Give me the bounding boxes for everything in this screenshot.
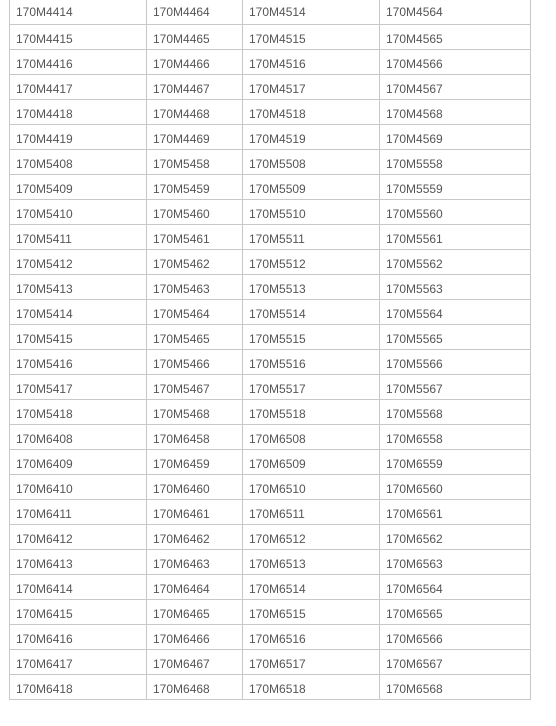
table-cell-part-number: 170M6568 <box>380 674 531 699</box>
table-row <box>10 674 531 699</box>
table-cell-part-number: 170M6413 <box>10 549 147 574</box>
table-row <box>10 274 531 299</box>
table-row <box>10 499 531 524</box>
table-cell-part-number: 170M6462 <box>147 524 243 549</box>
table-cell-part-number: 170M6517 <box>243 649 380 674</box>
table-cell-part-number: 170M5464 <box>147 299 243 324</box>
table-cell-part-number: 170M5558 <box>380 149 531 174</box>
table-cell-part-number: 170M5465 <box>147 324 243 349</box>
table-cell-part-number: 170M5565 <box>380 324 531 349</box>
table-cell-part-number: 170M4564 <box>380 0 531 24</box>
table-cell-part-number: 170M5467 <box>147 374 243 399</box>
table-cell-part-number: 170M4465 <box>147 24 243 49</box>
table-row <box>10 249 531 274</box>
table-cell-part-number: 170M4468 <box>147 99 243 124</box>
table-cell-part-number: 170M6509 <box>243 449 380 474</box>
table-cell-part-number: 170M6559 <box>380 449 531 474</box>
table-cell-part-number: 170M5567 <box>380 374 531 399</box>
table-cell-part-number: 170M5568 <box>380 399 531 424</box>
part-number-table <box>9 0 531 700</box>
table-cell-part-number: 170M6463 <box>147 549 243 574</box>
table-cell-part-number: 170M5408 <box>10 149 147 174</box>
table-cell-part-number: 170M6513 <box>243 549 380 574</box>
table-cell-part-number: 170M5561 <box>380 224 531 249</box>
table-cell-part-number: 170M5415 <box>10 324 147 349</box>
table-cell-part-number: 170M5463 <box>147 274 243 299</box>
table-cell-part-number: 170M4467 <box>147 74 243 99</box>
table-cell-part-number: 170M5562 <box>380 249 531 274</box>
table-cell-part-number: 170M6465 <box>147 599 243 624</box>
table-cell-part-number: 170M5468 <box>147 399 243 424</box>
table-cell-part-number: 170M5466 <box>147 349 243 374</box>
table-cell-part-number: 170M6558 <box>380 424 531 449</box>
table-cell-part-number: 170M6459 <box>147 449 243 474</box>
table-cell-part-number: 170M6511 <box>243 499 380 524</box>
table-cell-part-number: 170M6561 <box>380 499 531 524</box>
table-cell-part-number: 170M5412 <box>10 249 147 274</box>
table-cell-part-number: 170M6464 <box>147 574 243 599</box>
table-cell-part-number: 170M4416 <box>10 49 147 74</box>
table-cell-part-number: 170M6565 <box>380 599 531 624</box>
table-cell-part-number: 170M5514 <box>243 299 380 324</box>
table-row <box>10 624 531 649</box>
table-cell-part-number: 170M5509 <box>243 174 380 199</box>
table-row <box>10 599 531 624</box>
table-cell-part-number: 170M5511 <box>243 224 380 249</box>
table-cell-part-number: 170M6409 <box>10 449 147 474</box>
table-cell-part-number: 170M6508 <box>243 424 380 449</box>
table-cell-part-number: 170M4517 <box>243 74 380 99</box>
table-cell-part-number: 170M4515 <box>243 24 380 49</box>
table-row <box>10 324 531 349</box>
table-cell-part-number: 170M6566 <box>380 624 531 649</box>
table-row <box>10 574 531 599</box>
table-row <box>10 124 531 149</box>
table-cell-part-number: 170M5508 <box>243 149 380 174</box>
table-cell-part-number: 170M4417 <box>10 74 147 99</box>
table-cell-part-number: 170M5560 <box>380 199 531 224</box>
table-cell-part-number: 170M6414 <box>10 574 147 599</box>
table-cell-part-number: 170M6468 <box>147 674 243 699</box>
table-cell-part-number: 170M6510 <box>243 474 380 499</box>
table-cell-part-number: 170M6514 <box>243 574 380 599</box>
table-cell-part-number: 170M4469 <box>147 124 243 149</box>
table-cell-part-number: 170M6515 <box>243 599 380 624</box>
table-row <box>10 449 531 474</box>
table-row <box>10 0 531 24</box>
table-cell-part-number: 170M5458 <box>147 149 243 174</box>
table-row <box>10 474 531 499</box>
table-row <box>10 49 531 74</box>
table-row <box>10 99 531 124</box>
table-cell-part-number: 170M5564 <box>380 299 531 324</box>
table-cell-part-number: 170M5516 <box>243 349 380 374</box>
table-cell-part-number: 170M5461 <box>147 224 243 249</box>
table-cell-part-number: 170M4518 <box>243 99 380 124</box>
table-cell-part-number: 170M6418 <box>10 674 147 699</box>
table-row <box>10 399 531 424</box>
table-cell-part-number: 170M5460 <box>147 199 243 224</box>
table-cell-part-number: 170M6410 <box>10 474 147 499</box>
table-row <box>10 549 531 574</box>
table-cell-part-number: 170M6516 <box>243 624 380 649</box>
table-row <box>10 374 531 399</box>
table-cell-part-number: 170M5510 <box>243 199 380 224</box>
table-cell-part-number: 170M6466 <box>147 624 243 649</box>
table-row <box>10 299 531 324</box>
table-cell-part-number: 170M5411 <box>10 224 147 249</box>
table-cell-part-number: 170M4519 <box>243 124 380 149</box>
table-row <box>10 649 531 674</box>
table-row <box>10 424 531 449</box>
table-cell-part-number: 170M6567 <box>380 649 531 674</box>
part-number-table-body <box>10 0 531 699</box>
table-row <box>10 199 531 224</box>
table-cell-part-number: 170M4514 <box>243 0 380 24</box>
table-cell-part-number: 170M5416 <box>10 349 147 374</box>
table-cell-part-number: 170M6416 <box>10 624 147 649</box>
table-cell-part-number: 170M5409 <box>10 174 147 199</box>
table-row <box>10 149 531 174</box>
table-cell-part-number: 170M4569 <box>380 124 531 149</box>
table-row <box>10 224 531 249</box>
table-cell-part-number: 170M5563 <box>380 274 531 299</box>
table-cell-part-number: 170M5418 <box>10 399 147 424</box>
table-cell-part-number: 170M6417 <box>10 649 147 674</box>
table-cell-part-number: 170M4418 <box>10 99 147 124</box>
table-cell-part-number: 170M4516 <box>243 49 380 74</box>
table-cell-part-number: 170M5413 <box>10 274 147 299</box>
table-cell-part-number: 170M4464 <box>147 0 243 24</box>
table-cell-part-number: 170M4565 <box>380 24 531 49</box>
table-cell-part-number: 170M6458 <box>147 424 243 449</box>
table-cell-part-number: 170M6564 <box>380 574 531 599</box>
table-cell-part-number: 170M5515 <box>243 324 380 349</box>
table-row <box>10 524 531 549</box>
table-cell-part-number: 170M6562 <box>380 524 531 549</box>
table-cell-part-number: 170M5512 <box>243 249 380 274</box>
table-row <box>10 24 531 49</box>
table-row <box>10 349 531 374</box>
table-row <box>10 74 531 99</box>
table-cell-part-number: 170M6460 <box>147 474 243 499</box>
table-row <box>10 174 531 199</box>
table-cell-part-number: 170M6408 <box>10 424 147 449</box>
table-cell-part-number: 170M4568 <box>380 99 531 124</box>
table-cell-part-number: 170M5518 <box>243 399 380 424</box>
table-cell-part-number: 170M5566 <box>380 349 531 374</box>
table-cell-part-number: 170M5513 <box>243 274 380 299</box>
table-cell-part-number: 170M4567 <box>380 74 531 99</box>
table-cell-part-number: 170M4415 <box>10 24 147 49</box>
table-cell-part-number: 170M4466 <box>147 49 243 74</box>
table-cell-part-number: 170M6461 <box>147 499 243 524</box>
table-cell-part-number: 170M6563 <box>380 549 531 574</box>
table-cell-part-number: 170M6467 <box>147 649 243 674</box>
table-cell-part-number: 170M4419 <box>10 124 147 149</box>
table-cell-part-number: 170M5414 <box>10 299 147 324</box>
part-number-table-container <box>9 0 530 700</box>
table-cell-part-number: 170M6512 <box>243 524 380 549</box>
table-cell-part-number: 170M5410 <box>10 199 147 224</box>
table-cell-part-number: 170M4414 <box>10 0 147 24</box>
table-cell-part-number: 170M6411 <box>10 499 147 524</box>
table-cell-part-number: 170M6412 <box>10 524 147 549</box>
table-cell-part-number: 170M6518 <box>243 674 380 699</box>
table-cell-part-number: 170M5559 <box>380 174 531 199</box>
table-cell-part-number: 170M5459 <box>147 174 243 199</box>
table-cell-part-number: 170M4566 <box>380 49 531 74</box>
table-cell-part-number: 170M5517 <box>243 374 380 399</box>
table-cell-part-number: 170M5462 <box>147 249 243 274</box>
table-cell-part-number: 170M5417 <box>10 374 147 399</box>
table-cell-part-number: 170M6560 <box>380 474 531 499</box>
table-cell-part-number: 170M6415 <box>10 599 147 624</box>
